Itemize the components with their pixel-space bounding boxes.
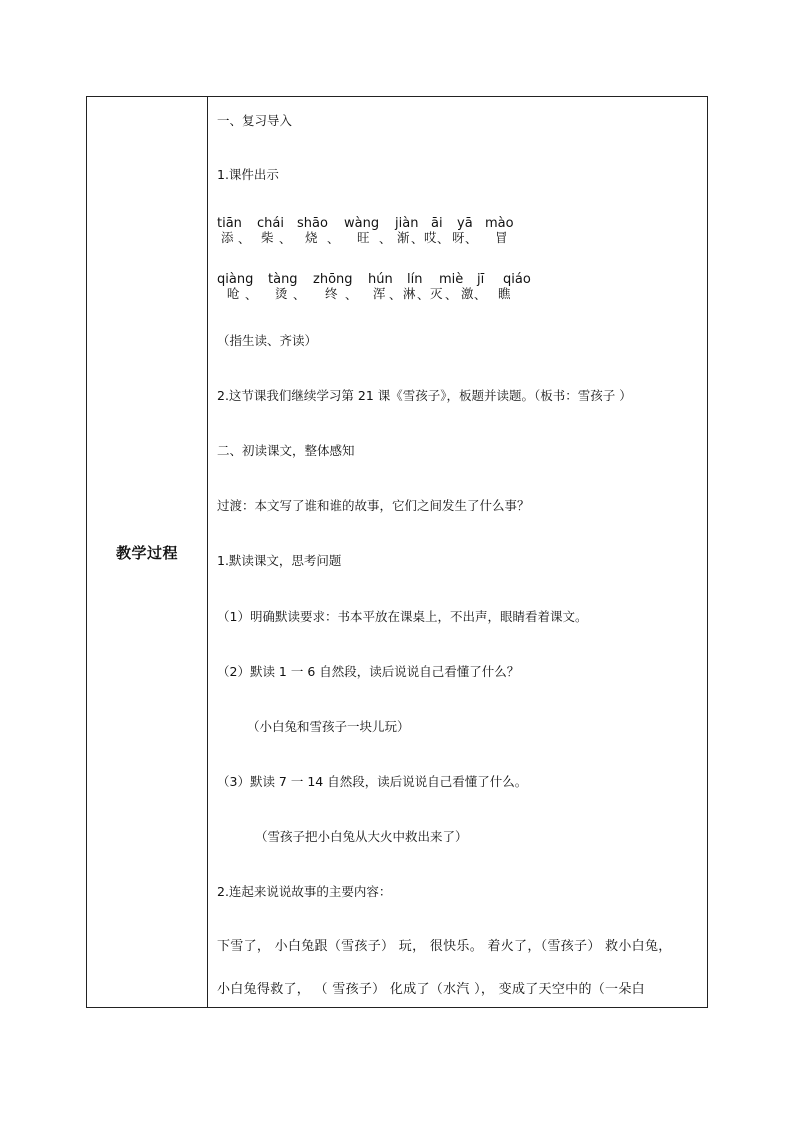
lesson-table bbox=[86, 96, 708, 1008]
sub-item-1: （1）明确默读要求：书本平放在课桌上，不出声，眼睛看着课文。 bbox=[217, 609, 588, 624]
item-summary: 2.连起来说说故事的主要内容： bbox=[217, 884, 392, 899]
hanzi: 柴 bbox=[261, 230, 274, 245]
separator: 、 bbox=[474, 288, 487, 302]
sub-item-2: （2）默读 1 一 6 自然段，读后说说自己看懂了什么？ bbox=[217, 664, 520, 679]
separator: 、 bbox=[327, 232, 340, 246]
separator: 、 bbox=[245, 288, 258, 302]
section-heading-first-reading: 二、初读课文，整体感知 bbox=[217, 443, 355, 458]
hanzi: 终 bbox=[325, 286, 338, 301]
pinyin: wàng bbox=[344, 216, 380, 231]
pinyin: yā bbox=[457, 216, 473, 231]
pinyin: qiáo bbox=[503, 272, 531, 287]
pinyin: jī bbox=[477, 272, 485, 287]
row-label: 教学过程 bbox=[115, 543, 178, 562]
hanzi: 瞧 bbox=[498, 286, 511, 301]
pinyin: shāo bbox=[297, 216, 328, 231]
hanzi: 渐 bbox=[397, 230, 410, 245]
separator: 、 bbox=[411, 232, 424, 246]
hanzi: 冒 bbox=[495, 230, 508, 245]
pinyin: tàng bbox=[268, 272, 298, 287]
separator: 、 bbox=[379, 232, 392, 246]
hanzi: 烧 bbox=[305, 230, 318, 245]
hanzi: 激 bbox=[461, 286, 474, 301]
separator: 、 bbox=[445, 288, 458, 302]
pinyin: chái bbox=[257, 216, 284, 231]
separator: 、 bbox=[389, 288, 402, 302]
hanzi: 灭 bbox=[430, 286, 443, 301]
pinyin: mào bbox=[485, 216, 514, 231]
pinyin: qiàng bbox=[217, 272, 254, 287]
pinyin: jiàn bbox=[395, 216, 419, 231]
pinyin: āi bbox=[431, 216, 443, 231]
section-heading-review: 一、复习导入 bbox=[217, 113, 293, 128]
transition-question: 过渡：本文写了谁和谁的故事，它们之间发生了什么事？ bbox=[217, 498, 530, 513]
separator: 、 bbox=[437, 232, 450, 246]
answer-2: （小白兔和雪孩子一块儿玩） bbox=[247, 719, 410, 734]
row-label-cell bbox=[87, 97, 207, 1007]
sub-item-3: （3）默读 7 一 14 自然段，读后说说自己看懂了什么。 bbox=[217, 774, 528, 789]
hanzi: 浑 bbox=[373, 286, 386, 301]
hanzi: 添 bbox=[221, 230, 234, 245]
separator: 、 bbox=[465, 232, 478, 246]
item-silent-reading: 1.默读课文，思考问题 bbox=[217, 553, 342, 568]
separator: 、 bbox=[417, 288, 430, 302]
hanzi: 哎 bbox=[424, 230, 437, 245]
pinyin-row-1 bbox=[217, 216, 697, 250]
column-divider bbox=[207, 97, 208, 1007]
separator: 、 bbox=[238, 232, 251, 246]
read-instruction: （指生读、齐读） bbox=[217, 333, 318, 348]
pinyin: lín bbox=[407, 272, 423, 287]
pinyin: zhōng bbox=[313, 272, 353, 287]
separator: 、 bbox=[293, 288, 306, 302]
hanzi: 呀 bbox=[452, 230, 465, 245]
summary-line-1: 下雪了， 小白兔跟（雪孩子） 玩， 很快乐。 着火了，（雪孩子） 救小白兔， bbox=[217, 939, 672, 954]
separator: 、 bbox=[345, 288, 358, 302]
pinyin: miè bbox=[439, 272, 464, 287]
hanzi: 烫 bbox=[275, 286, 288, 301]
hanzi: 淋 bbox=[403, 286, 416, 301]
item-courseware: 1.课件出示 bbox=[217, 167, 279, 182]
item-lesson-title: 2.这节课我们继续学习第 21 课《雪孩子》，板题并读题。（板书：雪孩子 ） bbox=[217, 388, 632, 403]
answer-3: （雪孩子把小白兔从大火中救出来了） bbox=[255, 829, 468, 844]
pinyin: hún bbox=[368, 272, 393, 287]
hanzi: 呛 bbox=[227, 286, 240, 301]
hanzi: 旺 bbox=[357, 230, 370, 245]
separator: 、 bbox=[279, 232, 292, 246]
pinyin: tiān bbox=[217, 216, 242, 231]
summary-line-2: 小白兔得救了， （ 雪孩子） 化成了（水汽 ）， 变成了天空中的（一朵白 bbox=[217, 982, 645, 997]
pinyin-row-2 bbox=[217, 272, 697, 306]
